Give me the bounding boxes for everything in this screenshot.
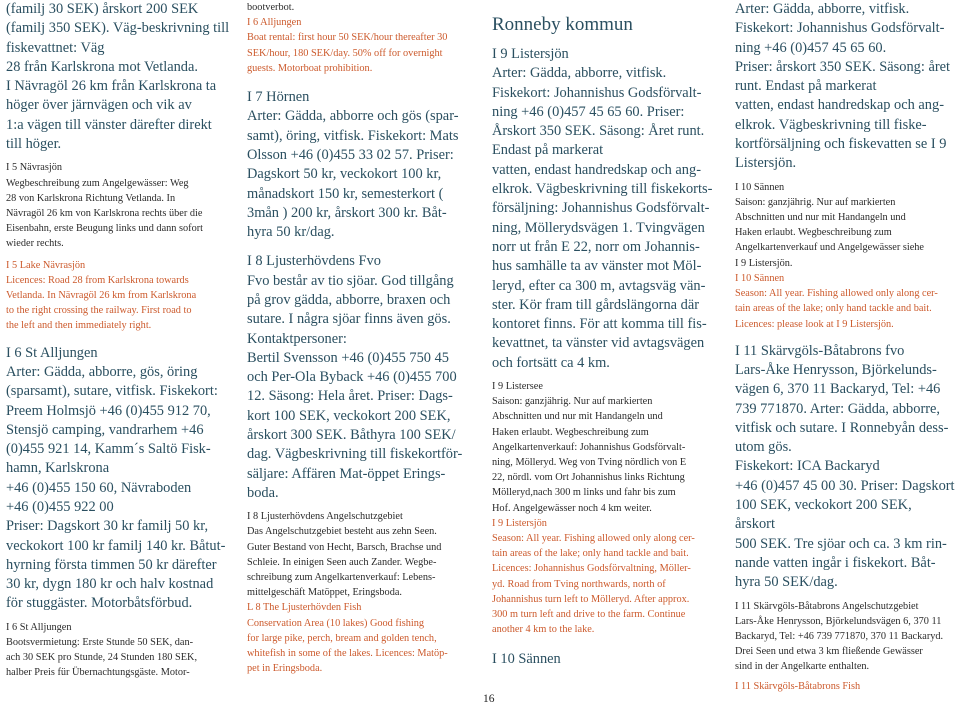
swedish-text-nb11: I 11 Skärvgöls-Båtabrons fvo Lars-Åke Henrysson, Björkelunds- vägen 6, 370 11 Backaryd, Tel: +46 739 771870. Arter: Gädda, abborre, vitfisk och sutare. I Ronnebyån dess- utom gös. Fiskekort: ICA Backaryd +46 (0)457 45 00 30. Priser: Dagskort 100 SEK, veckokort 200 SEK, årskort 500 SEK. Tre sjöar och ca. 3 km rin- nande vatten ingår i fiskekort. Båt- hyra 50 SEK/dag.	[735, 342, 955, 591]
german-text-nb5: I 5 Nävrasjön Wegbeschreibung zum Angelgewässer: Weg 28 von Karlskrona Richtung Vetlanda. In Nävragöl 26 km von Karlskrona rechts über die Eisenbahn, erste Beugung links und dann sofort wieder rechts.	[6, 162, 204, 250]
english-text-nb9: I 9 Listersjön Season: All year. Fishing allowed only along cer- tain areas of the lake; only hand tackle and bait. Licences: Johannishus Godsförvaltning, Möller- yd. Road from Tving northwards, north of Johannishus turn left to Mölleryd. After approx. 300 m turn left and drive to the farm. Continue another 4 km to the lake.	[492, 517, 695, 636]
swedish-text-nb10-title: I 10 Sännen	[492, 650, 561, 667]
german-text-nb11: I 11 Skärvgöls-Båtabrons Angelschutzgebiet Lars-Åke Henrysson, Björkelundsvägen 6, 370 11 Backaryd, Tel: +46 739 771870, 370 11 Backaryd. Drei Seen und etwa 3 km fließende Gewässer sind in der Angelkarte enthalten.	[735, 600, 944, 673]
english-text-nb5: I 5 Lake Nävrasjön Licences: Road 28 from Karlskrona towards Vetlanda. In Nävragöl 26 km from Karlskrona to the right crossing the railway. First road to the left and then immediately right.	[6, 259, 197, 332]
swedish-text-nb9: I 9 Listersjön Arter: Gädda, abborre, vitfisk. Fiskekort: Johannishus Godsförvalt- ning +46 (0)457 45 65 60. Priser: Årskort 350 SEK. Säsong: Året runt. Endast på markerat vatten, endast handredskap och ang- elkrok. Vägbeskrivning till fiskekorts- försäljning: Johannishus Godsförvalt- ning, Möllerydsvägen 1. Tvingvägen norr ut från E 22, norr om Johannis- hus samhälle ta av vänster mot Möl- leryd, efter ca 300 m, avtagsväg vän- ster. Kör fram till gårdslängorna där kontoret finns. För att komma till fis- kevattnet, ta vänster vid avtagsvägen och fortsätt ca 4 km.	[492, 46, 713, 371]
german-text-nb9: I 9 Listersee Saison: ganzjährig. Nur auf markierten Abschnitten und nur mit Handangeln und Haken erlaubt. Wegbeschreibung zum Angelkartenverkauf: Johannishus Godsförvalt- ning, Mölleryd. Weg von Tving nördlich von E 22, nördl. vom Ort Johannishus links Richtung Mölleryd,nach 300 m links und fahr bis zum Hof. Angelgewässer noch 4 km weiter.	[492, 381, 687, 514]
swedish-text-continued: (familj 30 SEK) årskort 200 SEK (familj 350 SEK). Väg-beskrivning till fiskevattnet: Väg 28 från Karlskrona mot Vetlanda. I Nävragöl 26 km från Karlskrona ta höger över järnvägen och vik av 1:a vägen till vänster därefter direkt till höger.	[6, 1, 230, 153]
swedish-text-nb10: Arter: Gädda, abborre, vitfisk. Fiskekort: Johannishus Godsförvalt- ning +46 (0)457 45 65 60. Priser: årskort 350 SEK. Säsong: året runt. Endast på markerat vatten, endast handredskap och ang- elkrok. Vägbeskrivning till fiske- kortförsäljning och fiskevatten se I 9 Listersjön.	[735, 1, 951, 172]
german-text-nb6: I 6 St Alljungen Bootsvermietung: Erste Stunde 50 SEK, dan- ach 30 SEK pro Stunde, 24 Stunden 180 SEK, halber Preis für Übernachtungsgäste. Motor-	[6, 621, 198, 679]
german-text-nb10: I 10 Sännen Saison: ganzjährig. Nur auf markierten Abschnitten und nur mit Handangeln und Haken erlaubt. Wegbeschreibung zum Angelkartenverkauf und Angelgewässer siehe I 9 Listersjön.	[735, 181, 924, 269]
german-text-nb8: I 8 Ljusterhövdens Angelschutzgebiet Das Angelschutzgebiet besteht aus zehn Seen. Guter Bestand von Hecht, Barsch, Brachse und Schleie. In einigen Seen auch Zander. Wegbe- schreibung zum Angelkartenverkauf: Lebens- mittelgeschäft Matöppet, Eringsboda.	[247, 511, 442, 599]
english-text-nb8: L 8 The Ljusterhövden Fish Conservation Area (10 lakes) Good fishing for large pike, perch, bream and golden tench, whitefish in some of the lakes. Licences: Matöp- pet in Eringsboda.	[247, 602, 448, 675]
swedish-text-nb7: I 7 Hörnen Arter: Gädda, abborre och gös (spar- samt), öring, vitfisk. Fiskekort: Mats Olsson +46 (0)455 33 02 57. Priser: Dagskort 50 kr, veckokort 100 kr, månadskort 150 kr, semesterkort ( 3mån ) 200 kr, årskort 300 kr. Båt- hyra 50 kr/dag.	[247, 89, 459, 241]
page-number: 16	[483, 693, 495, 705]
column-3	[492, 0, 724, 669]
column-1	[6, 0, 238, 681]
english-text-nb6: I 6 Alljungen Boat rental: first hour 50 SEK/hour thereafter 30 SEK/hour, 180 SEK/day. 50% off for overnight guests. Motorboat prohibition.	[247, 17, 448, 74]
column-4	[735, 0, 955, 694]
german-text-nb6-end: bootverbot.	[247, 2, 295, 13]
swedish-text-nb6: I 6 St Alljungen Arter: Gädda, abborre, gös, öring (sparsamt), sutare, vitfisk. Fiskekort: Preem Holmsjö +46 (0)455 912 70, Stensjö camping, vandrarhem +46 (0)455 921 14, Kamm´s Saltö Fisk- hamn, Karlskrona +46 (0)455 150 60, Nävraboden +46 (0)455 922 00 Priser: Dagskort 30 kr familj 50 kr, veckokort 100 kr familj 140 kr. Båtut- hyrning första timmen 50 kr därefter 30 kr, dygn 180 kr och halv kostnad för stuggäster. Motorbåtsförbud.	[6, 344, 226, 612]
english-text-nb11: I 11 Skärvgöls-Båtabrons Fish	[735, 680, 861, 692]
english-text-nb10: I 10 Sännen Season: All year. Fishing allowed only along cer- tain areas of the lake; only hand tackle and bait. Licences: please look at I 9 Listersjön.	[735, 272, 938, 330]
column-2	[247, 0, 479, 676]
swedish-text-nb8: I 8 Ljusterhövdens Fvo Fvo består av tio sjöar. God tillgång på grov gädda, abborre, braxen och sutare. I några sjöar finns även gös. Kontaktpersoner: Bertil Svensson +46 (0)455 750 45 och Per-Ola Byback +46 (0)455 700 12. Säsong: Hela året. Priser: Dags- kort 100 SEK, veckokort 200 SEK, årskort 300 SEK. Båthyra 100 SEK/ dag. Vägbeskrivning till fiskekortför- säljare: Affären Mat-öppet Erings- boda.	[247, 253, 463, 501]
municipality-heading: Ronneby kommun	[492, 14, 633, 35]
